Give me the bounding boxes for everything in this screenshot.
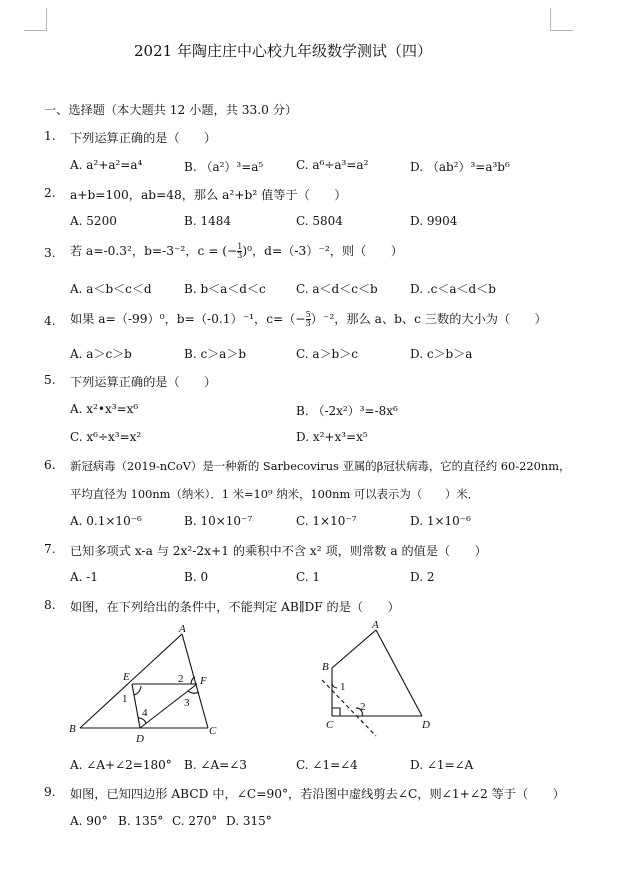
q9-fig-label-a: A [372, 619, 379, 631]
q5-stem: 下列运算正确的是（ ） [70, 375, 217, 389]
q2-number: 2. [44, 186, 56, 200]
q2-option-b: B. 1484 [184, 214, 231, 228]
q7-option-a: A. -1 [70, 570, 98, 584]
corner-mark-top-right [550, 8, 573, 31]
q3-stem-part-1: 若 a=-0.3²，b=-3⁻²，c = (− [70, 244, 238, 258]
q7-option-b: B. 0 [184, 570, 209, 584]
q8-stem: 如图，在下列给出的条件中，不能判定 AB∥DF 的是（ ） [70, 600, 400, 614]
q1-option-b: B. （a²）³=a⁵ [184, 160, 264, 174]
q8-fig1-label-b: B [69, 723, 76, 735]
q5-number: 5. [44, 373, 56, 387]
q8-fig1-label-d: D [136, 733, 144, 745]
page-title: 2021 年陶庄庄中心校九年级数学测试（四） [134, 42, 432, 60]
q6-option-d: D. 1×10⁻⁶ [410, 514, 471, 528]
q4-option-d: D. c＞b＞a [410, 347, 473, 361]
q3-option-a: A. a＜b＜c＜d [70, 282, 152, 296]
right-angle-mark [332, 708, 340, 716]
segment-ad [376, 630, 422, 716]
section-heading: 一、选择题（本大题共 12 小题，共 33.0 分） [44, 103, 298, 117]
q6-number: 6. [44, 458, 56, 472]
q1-number: 1. [44, 129, 56, 143]
q9-number: 9. [44, 785, 56, 799]
q8-fig1-label-f: F [200, 675, 207, 687]
q9-fig-label-c: C [326, 719, 334, 731]
q4-stem-part-2: ）⁻²，那么 a、b、c 三数的大小为（ ） [310, 312, 547, 326]
q4-stem-part-1: 如果 a=（-99）⁰，b=（-0.1）⁻¹，c=（− [70, 312, 306, 326]
segment-ed [132, 684, 140, 728]
q1-stem: 下列运算正确的是（ ） [70, 131, 217, 145]
q5-option-a: A. x²•x³=x⁶ [70, 402, 139, 416]
q8-fig1-label-a: A [179, 623, 186, 635]
q9-fig-label-d: D [422, 719, 430, 731]
q2-option-c: C. 5804 [296, 214, 343, 228]
q5-option-b: B. （-2x²）³=-8x⁶ [296, 404, 398, 418]
q4-fraction-numerator: 5 [305, 310, 311, 319]
q9-fig-label-b: B [322, 661, 329, 673]
corner-mark-top-left [24, 8, 47, 31]
q7-number: 7. [44, 542, 56, 556]
q8-fig1-label-e: E [123, 671, 130, 683]
q6-option-a: A. 0.1×10⁻⁶ [70, 514, 142, 528]
q7-option-d: D. 2 [410, 570, 435, 584]
q2-option-a: A. 5200 [70, 214, 117, 228]
q8-option-c: C. ∠1=∠4 [296, 758, 358, 772]
q8-figure-triangle [66, 622, 226, 750]
q3-stem [70, 242, 403, 260]
q7-option-c: C. 1 [296, 570, 321, 584]
q9-stem: 如图，已知四边形 ABCD 中，∠C=90°，若沿图中虚线剪去∠C，则∠1+∠2 等于（ ） [70, 787, 565, 801]
q3-stem-part-2: )⁰，d=（-3）⁻²，则（ ） [242, 244, 403, 258]
q3-fraction-denominator: 3 [237, 251, 243, 260]
q3-option-b: B. b＜a＜d＜c [184, 282, 266, 296]
q9-option-a: A. 90° [70, 814, 108, 828]
q4-number: 4. [44, 314, 56, 328]
q1-option-d: D. （ab²）³=a³b⁶ [410, 160, 510, 174]
q6-stem-line-2: 平均直径为 100nm（纳米）．1 米=10⁹ 纳米，100nm 可以表示为（ ）米． [70, 487, 480, 501]
q5-option-c: C. x⁶÷x³=x² [70, 430, 142, 444]
q2-stem: a+b=100，ab=48，那么 a²+b² 值等于（ ） [70, 188, 347, 202]
q2-option-d: D. 9904 [410, 214, 458, 228]
q7-stem: 已知多项式 x-a 与 2x²-2x+1 的乘积中不含 x² 项，则常数 a 的值是（ ） [70, 544, 487, 558]
angle-arc-1 [134, 686, 141, 695]
q1-option-c: C. a⁶÷a³=a² [296, 158, 369, 172]
q8-fig1-angle-3: 3 [184, 697, 190, 709]
q6-option-c: C. 1×10⁻⁷ [296, 514, 357, 528]
q8-fig1-angle-1: 1 [122, 693, 128, 705]
q1-option-a: A. a²+a²=a⁴ [70, 158, 143, 172]
q6-stem-line-1: 新冠病毒（2019-nCoV）是一种新的 Sarbecovirus 亚属的β冠状病毒，它的直径约 60-220nm， [70, 459, 571, 473]
q8-fig1-angle-2: 2 [178, 673, 184, 685]
q4-option-c: C. a＞b＞c [296, 347, 358, 361]
q9-fig-angle-2: 2 [360, 701, 366, 713]
q9-option-b: B. 135° [118, 814, 164, 828]
q3-fraction-numerator: 1 [237, 242, 243, 251]
q4-option-b: B. c＞a＞b [184, 347, 247, 361]
q5-option-d: D. x²+x³=x⁵ [296, 430, 368, 444]
q8-number: 8. [44, 598, 56, 612]
q8-option-a: A. ∠A+∠2=180° [70, 758, 172, 772]
q6-option-b: B. 10×10⁻⁷ [184, 514, 253, 528]
q8-option-b: B. ∠A=∠3 [184, 758, 247, 772]
q9-fig-angle-1: 1 [340, 681, 346, 693]
q3-option-d: D. .c＜a＜d＜b [410, 282, 496, 296]
segment-ab [332, 630, 376, 668]
segment-ab [80, 634, 182, 728]
q8-option-d: D. ∠1=∠A [410, 758, 474, 772]
q4-stem [70, 310, 547, 328]
angle-arc-1 [332, 684, 337, 688]
q9-figure-quadrilateral [314, 618, 444, 740]
q3-option-c: C. a＜d＜c＜b [296, 282, 378, 296]
q4-option-a: A. a＞c＞b [70, 347, 132, 361]
q8-fig1-label-c: C [209, 725, 217, 737]
q3-number: 3. [44, 246, 56, 260]
q9-option-c: C. 270° [172, 814, 218, 828]
q4-fraction-denominator: 3 [305, 319, 311, 328]
q8-fig1-angle-4: 4 [142, 707, 148, 719]
q9-option-d: D. 315° [226, 814, 272, 828]
